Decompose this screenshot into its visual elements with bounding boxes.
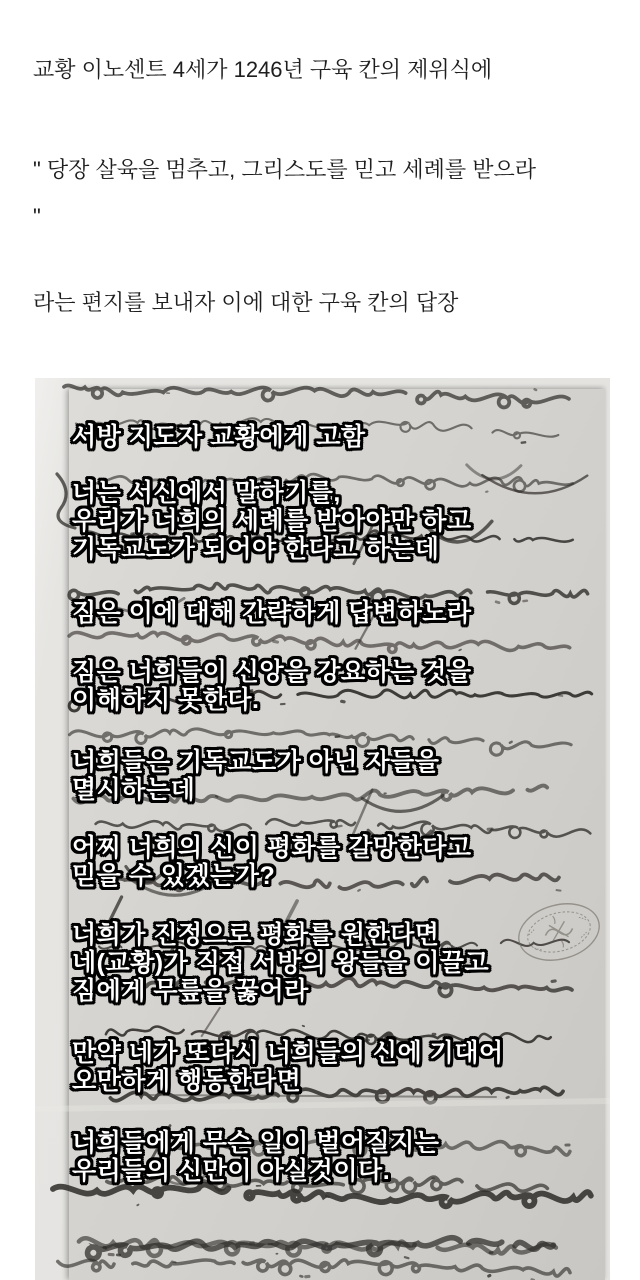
overlay-text-group	[72, 748, 439, 804]
overlay-text-group	[72, 921, 489, 1005]
overlay-text-line: 너희들에게 무슨 일이 벌어질지는	[72, 1129, 440, 1157]
caption-quote-line	[33, 146, 536, 240]
vatican-archive-stamp-icon	[515, 901, 603, 963]
overlay-text-line: 이해하지 못한다.	[72, 686, 260, 714]
overlay-text-line: 믿을 수 있겠는가?	[72, 862, 276, 890]
manuscript-photo	[35, 378, 610, 1280]
overlay-text-line: 네(교황)가 직접 서방의 왕들을 이끌고	[72, 949, 490, 977]
caption-intro-line: 교황 이노센트 4세가 1246년 구육 칸의 제위식에	[33, 57, 493, 82]
overlay-text-group	[72, 423, 366, 451]
overlay-text-line: 짐은 너희들이 신앙을 강요하는 것을	[72, 658, 472, 686]
overlay-text-group	[72, 479, 472, 563]
overlay-text-line: 짐은 이에 대해 간략하게 답변하노라	[72, 599, 472, 627]
overlay-text-line: 만약 네가 또다시 너희들의 신에 기대어	[72, 1039, 504, 1067]
overlay-text-group	[72, 599, 472, 627]
overlay-text-line: 너희들은 기독교도가 아닌 자들을	[72, 748, 440, 776]
overlay-text-line: 우리들의 신만이 아실것이다.	[72, 1157, 391, 1185]
overlay-text-line: 너는 서신에서 말하기를,	[72, 479, 341, 507]
overlay-text-group	[72, 658, 472, 714]
caption-reply-line: 라는 편지를 보내자 이에 대한 구육 칸의 답장	[33, 290, 459, 315]
overlay-text-line: 기독교도가 되어야 한다고 하는데	[72, 535, 440, 563]
overlay-text-line: 오만하게 행동한다면	[72, 1067, 302, 1095]
overlay-text-group	[72, 1129, 439, 1185]
overlay-text-line: 너희가 진정으로 평화를 원한다면	[72, 921, 440, 949]
overlay-text-line: 어찌 너희의 신이 평화를 갈망한다고	[72, 834, 472, 862]
quote-text: " 당장 살육을 멈추고, 그리스도를 믿고 세례를 받으라	[33, 157, 537, 182]
overlay-text-line: 우리가 너희의 세례를 받아야만 하고	[72, 507, 472, 535]
overlay-text-line: 서방 지도자 교황에게 고함	[72, 423, 366, 451]
quote-close-mark: "	[33, 204, 41, 229]
overlay-text-group	[72, 1039, 504, 1095]
overlay-text-group	[72, 834, 472, 890]
overlay-text-line: 짐에게 무릎을 꿇어라	[72, 977, 309, 1005]
overlay-text-line: 멸시하는데	[72, 776, 196, 804]
